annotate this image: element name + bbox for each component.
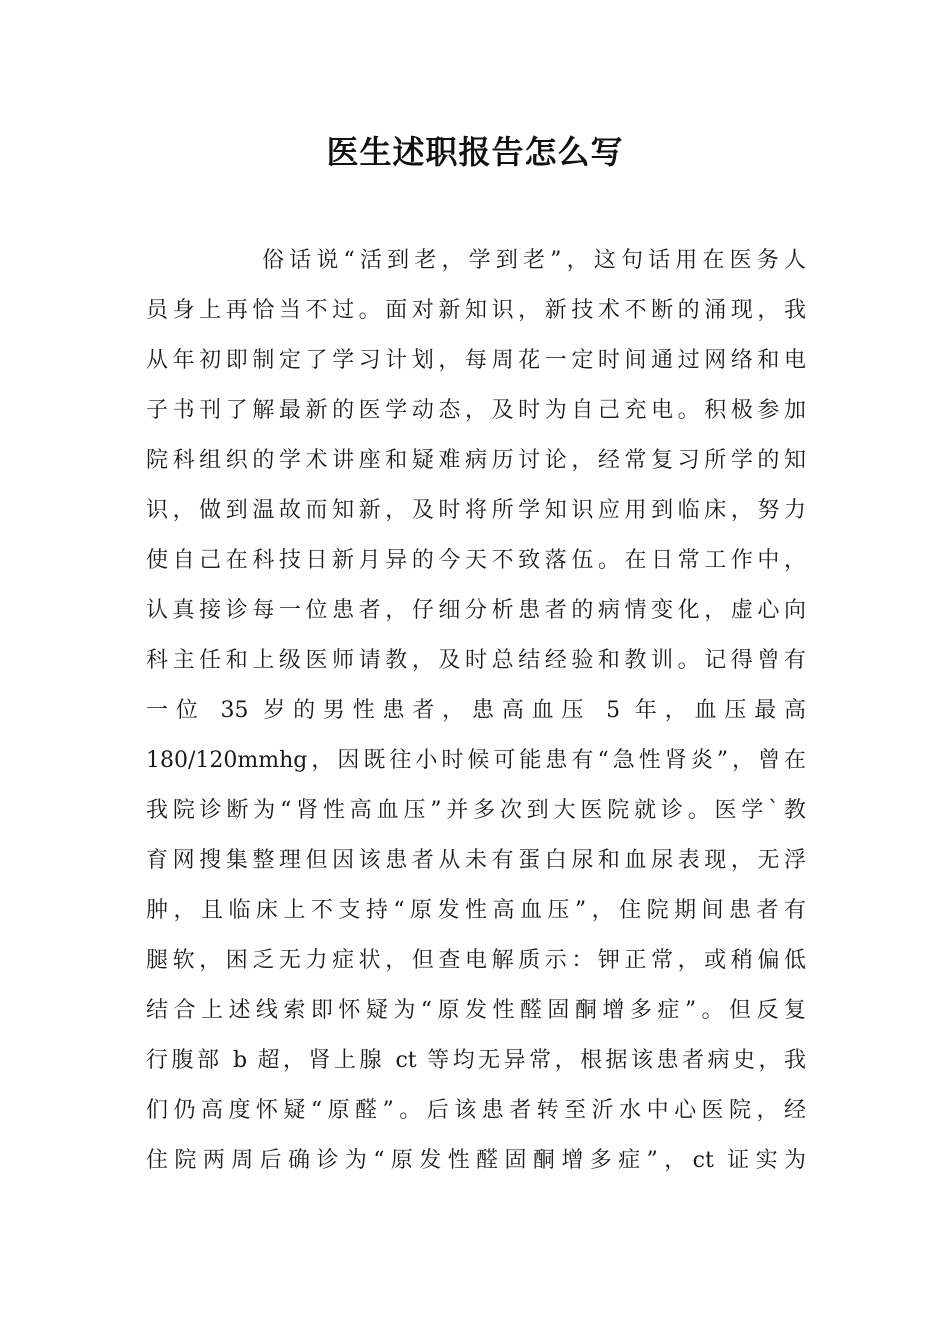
paragraph-line: 认真接诊每一位患者，仔细分析患者的病情变化，虚心向 bbox=[146, 598, 806, 623]
paragraph-line: 员身上再恰当不过。面对新知识，新技术不断的涌现，我 bbox=[146, 298, 806, 323]
paragraph-line: 行腹部 b 超，肾上腺 ct 等均无异常，根据该患者病史，我 bbox=[146, 1048, 806, 1073]
paragraph-line: 肿，且临床上不支持“原发性高血压”，住院期间患者有 bbox=[146, 898, 806, 923]
paragraph-line: 育网搜集整理但因该患者从未有蛋白尿和血尿表现，无浮 bbox=[146, 848, 806, 873]
paragraph-line: 住院两周后确诊为“原发性醛固酮增多症”，ct 证实为 bbox=[146, 1148, 806, 1173]
paragraph-line: 使自己在科技日新月异的今天不致落伍。在日常工作中， bbox=[146, 548, 806, 573]
paragraph-line: 们仍高度怀疑“原醛”。后该患者转至沂水中心医院，经 bbox=[146, 1098, 806, 1123]
paragraph-line: 院科组织的学术讲座和疑难病历讨论，经常复习所学的知 bbox=[146, 448, 806, 473]
paragraph-line: 一位 35 岁的男性患者，患高血压 5 年，血压最高 bbox=[146, 698, 806, 723]
paragraph-line: 180/120mmhg，因既往小时候可能患有“急性肾炎”，曾在 bbox=[146, 748, 806, 773]
paragraph-line: 识，做到温故而知新，及时将所学知识应用到临床，努力 bbox=[146, 498, 806, 523]
document-body bbox=[146, 236, 806, 1186]
paragraph-line: 腿软，困乏无力症状，但查电解质示：钾正常，或稍偏低 bbox=[146, 948, 806, 973]
paragraph-line: 科主任和上级医师请教，及时总结经验和教训。记得曾有 bbox=[146, 648, 806, 673]
paragraph-line: 结合上述线索即怀疑为“原发性醛固酮增多症”。但反复 bbox=[146, 998, 806, 1023]
paragraph-line: 子书刊了解最新的医学动态，及时为自己充电。积极参加 bbox=[146, 398, 806, 423]
paragraph-line: 我院诊断为“肾性高血压”并多次到大医院就诊。医学`教 bbox=[146, 798, 806, 823]
paragraph-line: 从年初即制定了学习计划，每周花一定时间通过网络和电 bbox=[146, 348, 806, 373]
document-title: 医生述职报告怎么写 bbox=[326, 133, 624, 171]
paragraph-line: 俗话说“活到老，学到老”，这句话用在医务人 bbox=[262, 248, 806, 273]
